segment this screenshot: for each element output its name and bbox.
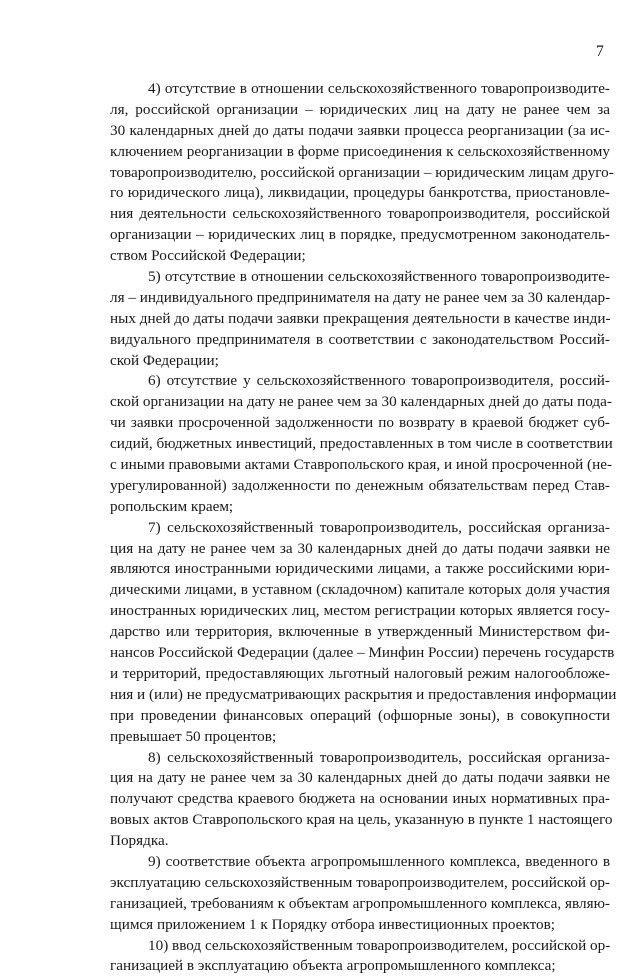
text-line: ных дней до даты подачи заявки прекращения деятельности в качестве инди- — [110, 309, 611, 327]
text-line: являются иностранными юридическими лицами, а также российскими юри- — [110, 560, 610, 578]
text-line: превышает 50 процентов; — [110, 727, 277, 745]
text-line: урегулированной) задолженности по денежным обязательствам перед Став- — [110, 476, 610, 494]
text-line: ключением реорганизации в форме присоединения к сельскохозяйственному — [110, 142, 610, 160]
text-line: ской Федерации; — [110, 351, 219, 369]
text-line: ля, российской организации – юридических лиц на дату не ранее чем за — [110, 100, 610, 118]
text-line: 8) сельскохозяйственный товаропроизводитель, российская организа- — [148, 748, 610, 766]
text-line: ния и (или) не предусматривающих раскрытия и предоставления информации — [110, 685, 617, 703]
text-line: 30 календарных дней до даты подачи заявки процесса реорганизации (за ис- — [110, 121, 610, 139]
text-line: ропольским краем; — [110, 497, 234, 515]
text-line: ганизацией, требованиям к объектам агропромышленного комплекса, являю- — [110, 894, 610, 912]
text-line: ля – индивидуального предпринимателя на дату не ранее чем за 30 календар- — [110, 288, 611, 306]
paragraph — [110, 267, 610, 371]
text-line: 6) отсутствие у сельскохозяйственного товаропроизводителя, россий- — [148, 372, 610, 390]
text-line: го юридического лица), ликвидации, процедуры банкротства, приостановле- — [110, 184, 610, 202]
text-line: дарство или территория, включенные в утвержденный Министерством фи- — [110, 623, 610, 641]
paragraph — [110, 79, 614, 267]
paragraph — [110, 371, 613, 517]
text-line: сидий, бюджетных инвестиций, предоставленных в том числе в соответствии — [110, 435, 613, 453]
page-number: 7 — [596, 43, 604, 60]
text-line: иностранных юридических лиц, местом регистрации которых является госу- — [110, 602, 610, 620]
text-line: с иными правовыми актами Ставропольского края, и иной просроченной (не- — [110, 456, 613, 474]
text-line: 5) отсутствие в отношении сельскохозяйственного товаропроизводите- — [148, 268, 610, 286]
paragraph — [110, 852, 610, 936]
paragraph — [110, 518, 617, 748]
text-line: ством Российской Федерации; — [110, 247, 306, 265]
text-line: ция на дату не ранее чем за 30 календарных дней до даты подачи заявки не — [110, 539, 610, 557]
paragraph — [110, 936, 610, 977]
text-line: 4) отсутствие в отношении сельскохозяйственного товаропроизводите- — [148, 80, 610, 97]
text-line: получают средства краевого бюджета на основании иных нормативных пра- — [110, 790, 610, 808]
document-body — [110, 79, 617, 977]
text-line: 9) соответствие объекта агропромышленного комплекса, введенного в — [148, 852, 610, 870]
text-line: нансов Российской Федерации (далее – Минфин России) перечень государств — [110, 644, 615, 662]
text-line: 7) сельскохозяйственный товаропроизводитель, российская организа- — [148, 518, 610, 536]
text-line: товаропроизводителю, российской организации – юридическим лицам друго- — [110, 163, 614, 181]
paragraph — [110, 748, 613, 852]
text-line: дическими лицами, в уставном (складочном) капитале которых доля участия — [110, 581, 610, 599]
text-line: при проведении финансовых операций (офшорные зоны), в совокупности — [110, 706, 610, 724]
text-line: ской организации на дату не ранее чем за 30 календарных дней до даты пода- — [110, 393, 612, 411]
text-line: Порядка. — [110, 832, 169, 850]
text-line: вовых актов Ставропольского края на цель, указанную в пункте 1 настоящего — [110, 811, 613, 829]
text-line: чи заявки просроченной задолженности по возврату в краевой бюджет суб- — [110, 414, 610, 432]
text-line: и территорий, предоставляющих льготный налоговый режим налогообложе- — [110, 664, 610, 682]
text-line: организации – юридических лиц в порядке, предусмотренном законодатель- — [110, 226, 610, 244]
text-line: эксплуатацию сельскохозяйственным товаропроизводителем, российской ор- — [110, 873, 610, 891]
text-line: щимся приложением 1 к Порядку отбора инвестиционных проектов; — [110, 915, 556, 933]
text-line: видуального предпринимателя в соответствии с законодательством Россий- — [110, 330, 610, 348]
text-line: ганизацией в эксплуатацию объекта агропромышленного комплекса; — [110, 957, 556, 975]
text-line: ция на дату не ранее чем за 30 календарных дней до даты подачи заявки не — [110, 769, 610, 787]
text-line: 10) ввод сельскохозяйственным товаропроизводителем, российской ор- — [148, 936, 611, 954]
text-line: ния деятельности сельскохозяйственного товаропроизводителя, российской — [110, 205, 610, 223]
